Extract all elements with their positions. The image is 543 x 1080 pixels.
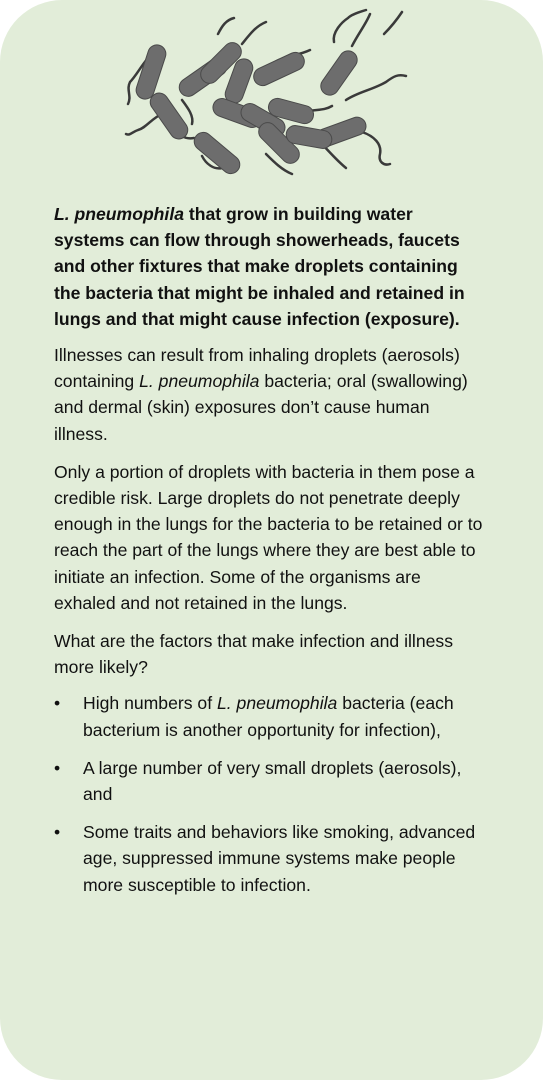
bullet-marker: • (54, 822, 61, 843)
article-body (54, 201, 486, 910)
organism-name: L. pneumophila (54, 204, 184, 224)
bullet-text: A large number of very small droplets (aerosols), and (83, 757, 462, 805)
bacteria-cluster-icon (122, 4, 422, 176)
bullet-text-end: bacteria (each bacterium is another opportunity for infection), (83, 693, 454, 740)
list-item (54, 755, 486, 807)
exposure-paragraph (54, 201, 486, 332)
factors-list (54, 690, 486, 897)
organism-name: L. pneumophila (139, 371, 260, 392)
organism-name: L. pneumophila (216, 693, 338, 714)
list-item (54, 690, 486, 742)
exposure-text: that grow in building water systems can flow through showerheads, faucets and other fixtures that make droplets containing the bacteria that might be inhaled and retained in lungs and that might cause infection (exposure). (54, 204, 465, 329)
list-item (54, 819, 486, 898)
factors-question: What are the factors that make infection and illness more likely? (54, 631, 453, 678)
illness-paragraph (54, 342, 486, 447)
risk-paragraph: Only a portion of droplets with bacteria in them pose a credible risk. Large droplets do not penetrate deeply enough in the lungs for the bacteria to be retained or to reach the part of the lungs where they are best able to initiate an infection. Some of the organisms are exhaled and not retained in the lungs. (54, 461, 483, 613)
bullet-marker: • (54, 757, 61, 778)
bullet-text-start: High numbers of (83, 693, 217, 714)
illness-text-end: bacteria; oral (swallowing) and dermal (skin) exposures don’t cause human illness. (54, 371, 468, 444)
bullet-text: Some traits and behaviors like smoking, advanced age, suppressed immune systems make people more susceptible to infection. (83, 822, 476, 895)
illness-text-start: Illnesses can result from inhaling droplets (aerosols) containing (54, 345, 460, 392)
bullet-marker: • (54, 693, 61, 714)
